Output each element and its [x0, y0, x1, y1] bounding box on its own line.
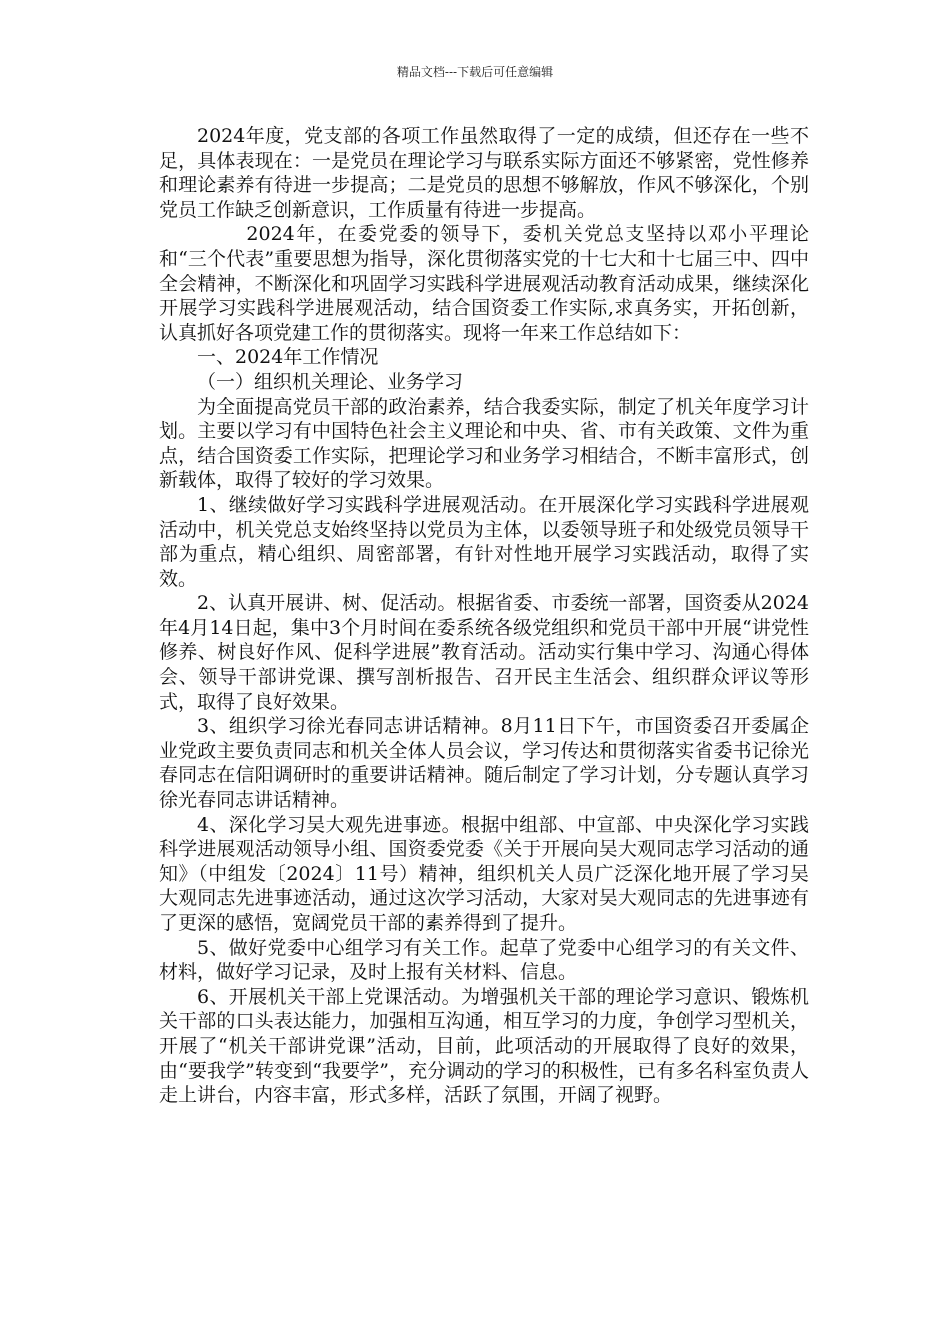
paragraph-item-6: 6、开展机关干部上党课活动。为增强机关干部的理论学习意识、锻炼机关干部的口头表达能力，加强相互沟通，相互学习的力度，争创学习型机关，开展了“机关干部讲党课”活动，目前，此项活动的开展取得了良好的效果，由“要我学”转变到“我要学”，充分调动的学习的积极性，已有多名科室负责人走上讲台，内容丰富，形式多样，活跃了氛围，开阔了视野。 [159, 985, 809, 1107]
subsection-heading: （一）组织机关理论、业务学习 [197, 370, 464, 393]
section-heading: 一、2024年工作情况 [197, 346, 379, 369]
paragraph-item-2: 2、认真开展讲、树、促活动。根据省委、市委统一部署，国资委从2024年4月14日起，集中3个月时间在委系统各级党组织和党员干部中开展“讲党性修养、树良好作风、促科学进展”教育活动。活动实行集中学习、沟通心得体会、领导干部讲党课、撰写剖析报告、召开民主生活会、组织群众评议等形式，取得了良好效果。 [159, 592, 809, 713]
document-body [159, 124, 809, 1108]
paragraph-introduction: 2024年，在委党委的领导下，委机关党总支坚持以邓小平理论和“三个代表”重要思想为指导，深化贯彻落实党的十七大和十七届三中、四中全会精神，不断深化和巩固学习实践科学进展观活动教育活动成果，继续深化开展学习实践科学进展观活动，结合国资委工作实际,求真务实，开拓创新，认真抓好各项党建工作的贯彻落实。现将一年来工作总结如下： [159, 223, 809, 344]
page-header: 精品文档---下载后可任意编辑 [396, 65, 554, 79]
paragraph-item-1: 1、继续做好学习实践科学进展观活动。在开展深化学习实践科学进展观活动中，机关党总支始终坚持以党员为主体，以委领导班子和处级党员领导干部为重点，精心组织、周密部署，有针对性地开展学习实践活动，取得了实效。 [159, 493, 809, 590]
paragraph-shortcomings: 2024年度，党支部的各项工作虽然取得了一定的成绩，但还存在一些不足，具体表现在：一是党员在理论学习与联系实际方面还不够紧密，党性修养和理论素养有待进一步提高；二是党员的思想不够解放，作风不够深化，个别党员工作缺乏创新意识，工作质量有待进一步提高。 [159, 125, 809, 221]
paragraph-study-plan: 为全面提高党员干部的政治素养，结合我委实际，制定了机关年度学习计划。主要以学习有中国特色社会主义理论和中央、省、市有关政策、文件为重点，结合国资委工作实际，把理论学习和业务学习相结合，不断丰富形式，创新载体，取得了较好的学习效果。 [159, 395, 809, 492]
paragraph-item-4: 4、深化学习吴大观先进事迹。根据中组部、中宣部、中央深化学习实践科学进展观活动领导小组、国资委党委《关于开展向吴大观同志学习活动的通知》（中组发〔2024〕11号）精神，组织机关人员广泛深化地开展了学习吴大观同志先进事迹活动，通过这次学习活动，大家对吴大观同志的先进事迹有了更深的感悟，宽阔党员干部的素养得到了提升。 [159, 813, 809, 934]
paragraph-item-5: 5、做好党委中心组学习有关工作。起草了党委中心组学习的有关文件、材料，做好学习记录，及时上报有关材料、信息。 [159, 936, 809, 984]
paragraph-item-3: 3、组织学习徐光春同志讲话精神。8月11日下午，市国资委召开委属企业党政主要负责同志和机关全体人员会议，学习传达和贯彻落实省委书记徐光春同志在信阳调研时的重要讲话精神。随后制定了学习计划，分专题认真学习徐光春同志讲话精神。 [159, 715, 809, 812]
